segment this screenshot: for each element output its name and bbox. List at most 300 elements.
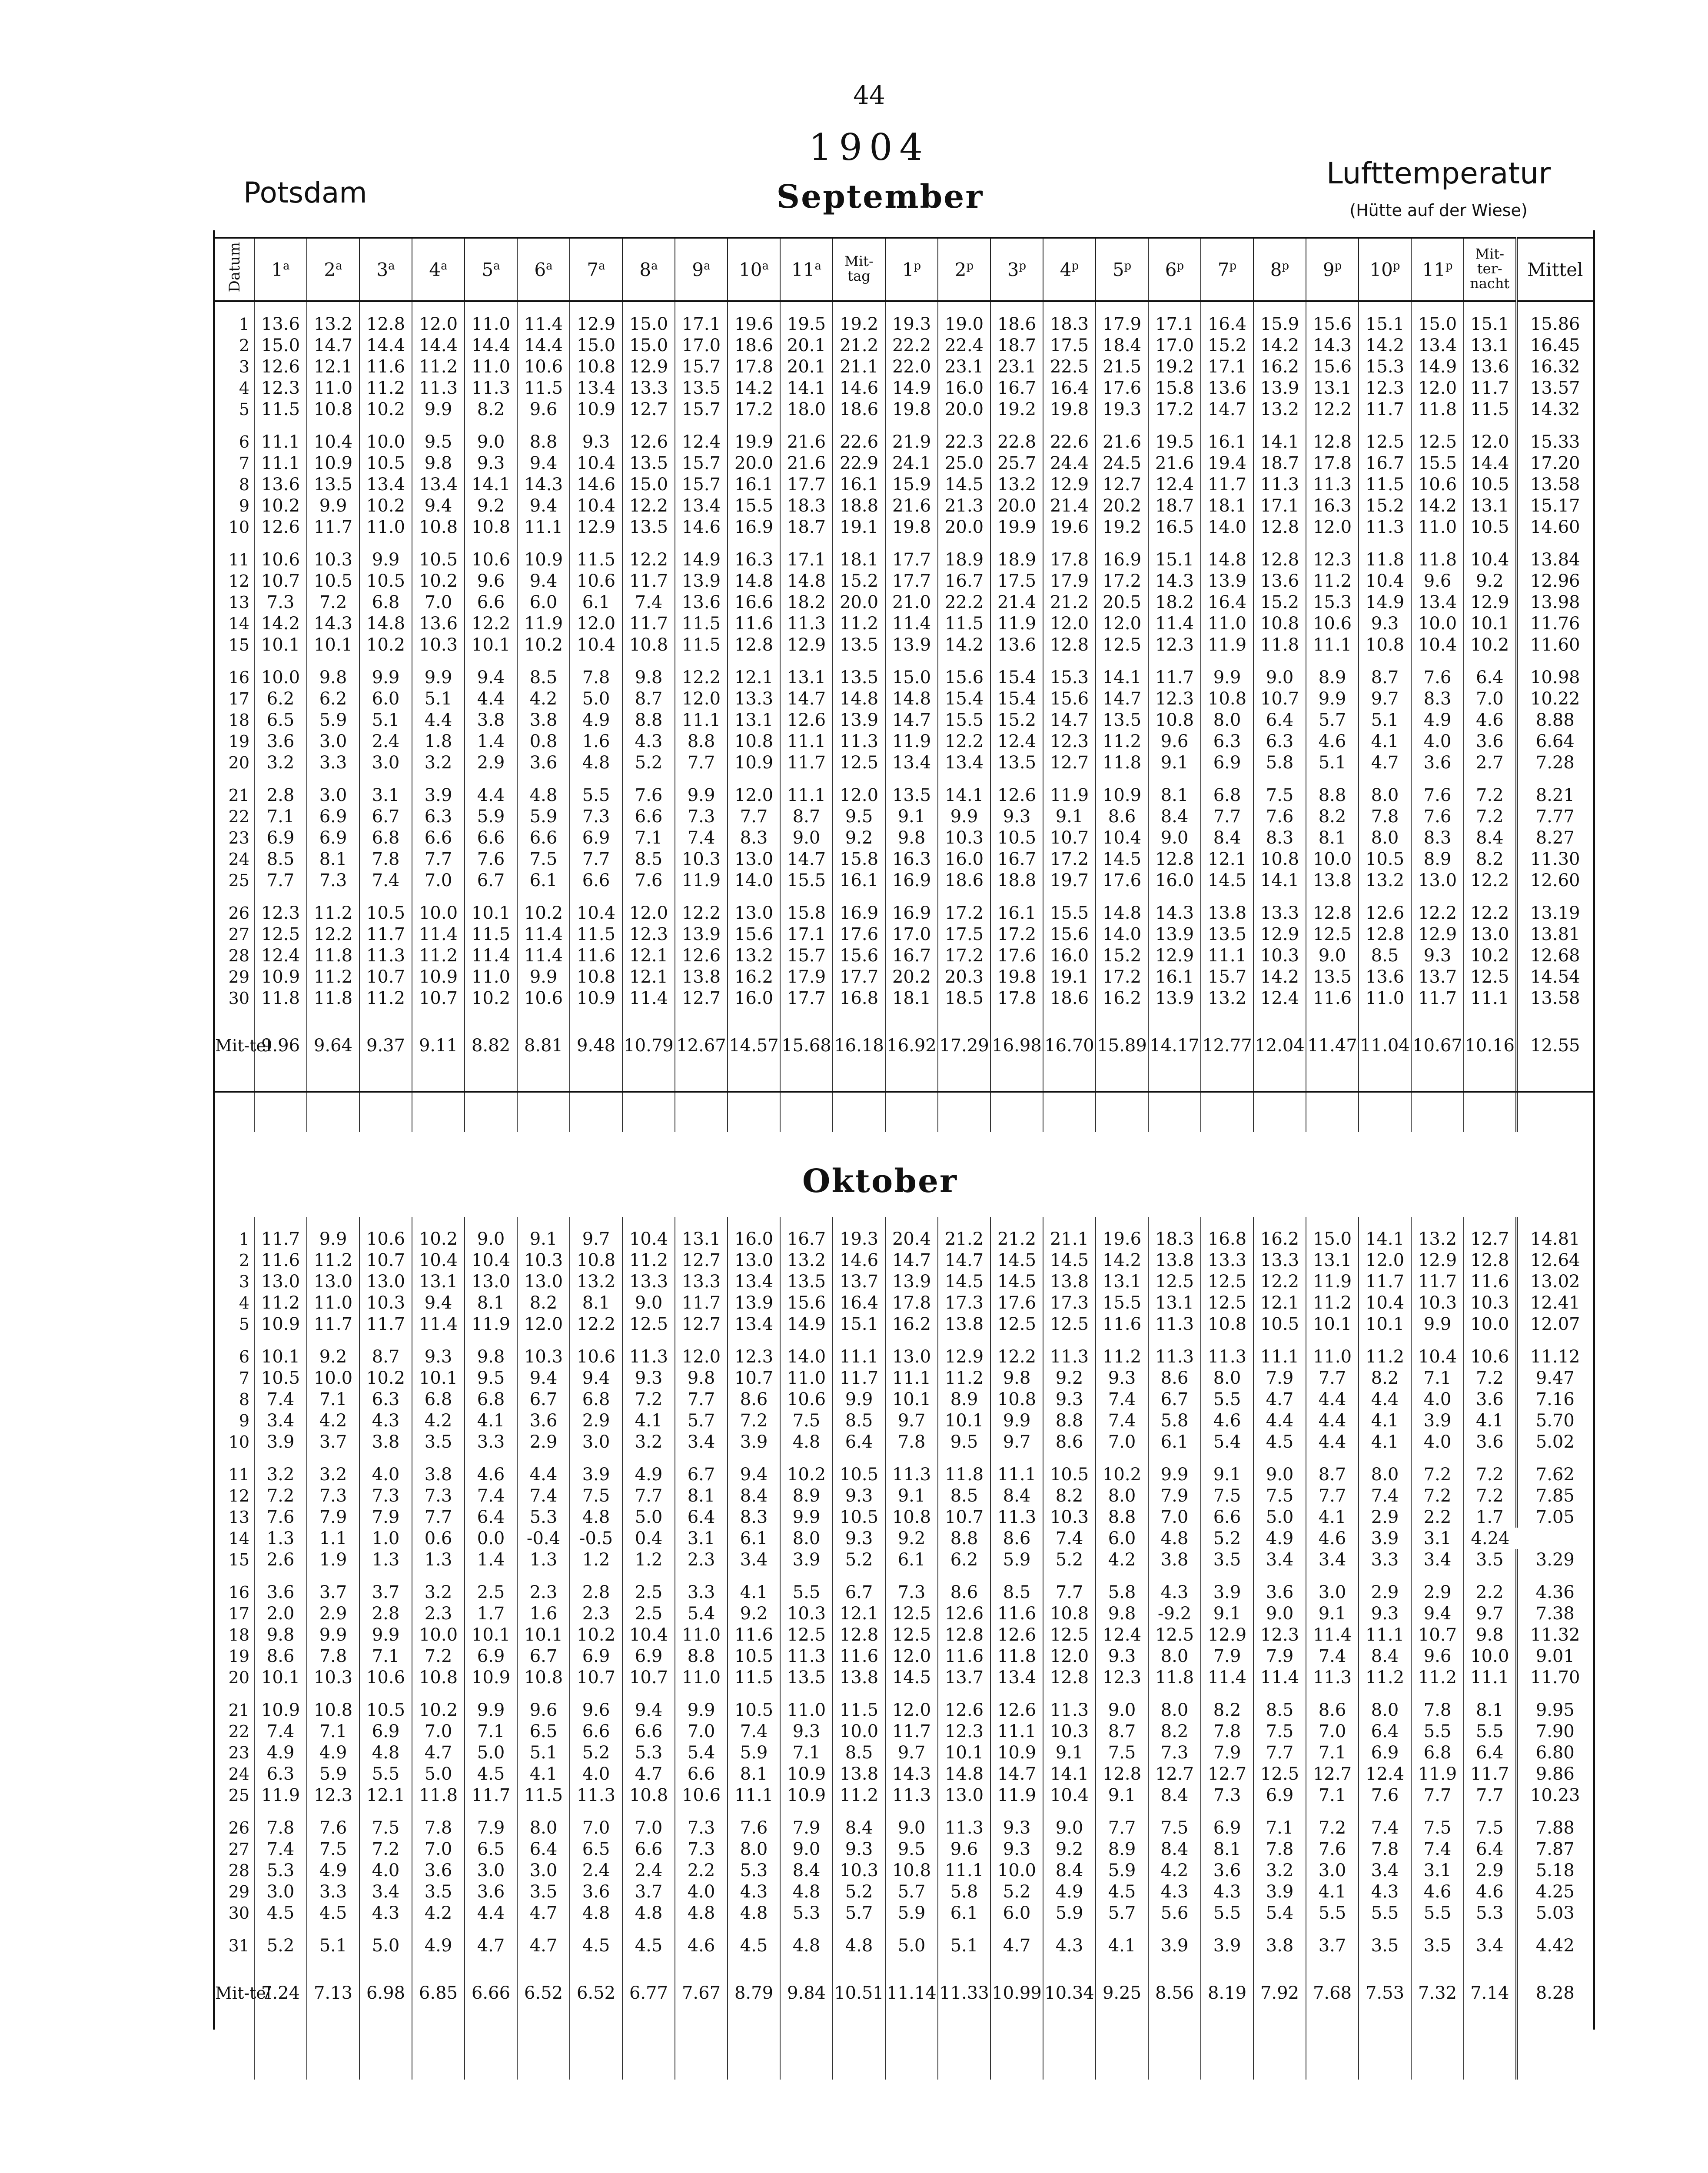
temperature-cell: 14.1 — [465, 474, 517, 495]
table-row — [215, 987, 1593, 1009]
date-cell: 4 — [239, 1293, 249, 1312]
spacer-cell — [938, 301, 990, 313]
temperature-cell: 7.4 — [728, 1721, 780, 1742]
temperature-cell: 11.9 — [990, 1784, 1043, 1806]
temperature-cell: 3.8 — [1148, 1549, 1201, 1570]
spacer-cell — [1201, 1452, 1253, 1464]
temperature-cell: 6.6 — [570, 870, 622, 891]
temperature-cell: 13.0 — [517, 1271, 570, 1292]
spacer-cell — [215, 773, 254, 784]
temperature-cell: 12.1 — [833, 1603, 885, 1624]
table-row — [215, 1249, 1593, 1271]
temperature-cell: 11.2 — [307, 1249, 359, 1271]
column-header: 9$^a$ — [675, 238, 728, 301]
temperature-cell: 16.18 — [833, 1020, 885, 1071]
temperature-cell: 2.3 — [675, 1549, 728, 1570]
temperature-cell: 16.4 — [1201, 591, 1253, 613]
temperature-cell: 12.9 — [938, 1346, 990, 1367]
temperature-cell: 13.1 — [675, 1228, 728, 1249]
temperature-cell: 14.5 — [885, 1667, 938, 1688]
temperature-cell: 11.3 — [570, 1784, 622, 1806]
temperature-cell: 13.2 — [780, 1249, 833, 1271]
temperature-cell: 8.2 — [1043, 1485, 1096, 1506]
temperature-cell: 10.3 — [412, 634, 465, 655]
temperature-cell: 9.3 — [833, 1485, 885, 1506]
temperature-cell: 10.0 — [412, 1624, 465, 1645]
temperature-cell: 7.7 — [1306, 1367, 1359, 1389]
temperature-cell: 5.5 — [1201, 1389, 1253, 1410]
spacer-cell — [728, 1009, 780, 1020]
temperature-cell: 7.4 — [1359, 1485, 1411, 1506]
temperature-cell: 19.2 — [1148, 356, 1201, 377]
spacer-cell — [1148, 1956, 1201, 1967]
temperature-cell: 11.2 — [1096, 731, 1148, 752]
temperature-cell: 5.5 — [1201, 1902, 1253, 1924]
temperature-cell: 6.9 — [254, 827, 307, 848]
temperature-cell: 5.3 — [780, 1902, 833, 1924]
temperature-cell: 11.5 — [938, 613, 990, 634]
temperature-cell: 3.6 — [1411, 752, 1464, 773]
spacer-cell — [675, 1009, 728, 1020]
temperature-cell: 8.4 — [833, 1817, 885, 1838]
temperature-cell: 10.34 — [1043, 1967, 1096, 2019]
temperature-cell: 10.6 — [359, 1667, 412, 1688]
temperature-cell: 9.25 — [1096, 1967, 1148, 2019]
temperature-cell: 8.2 — [465, 399, 517, 420]
temperature-cell: 3.8 — [465, 709, 517, 731]
temperature-cell: 16.1 — [990, 902, 1043, 924]
temperature-cell: 14.4 — [1464, 452, 1516, 474]
temperature-cell: 3.5 — [412, 1431, 465, 1452]
temperature-cell: 21.6 — [1096, 431, 1148, 452]
temperature-cell: 11.4 — [517, 945, 570, 966]
temperature-cell: 11.7 — [1148, 667, 1201, 688]
temperature-cell: 9.9 — [675, 1699, 728, 1721]
temperature-cell: 8.56 — [1148, 1967, 1201, 2019]
temperature-cell: 5.9 — [307, 709, 359, 731]
spacer-cell — [1201, 1071, 1253, 1132]
spacer-cell — [1096, 1071, 1148, 1132]
temperature-cell: 7.8 — [307, 1645, 359, 1667]
date-cell: 29 — [228, 1882, 249, 1901]
temperature-cell: 11.04 — [1359, 1020, 1411, 1071]
temperature-cell: 13.9 — [675, 570, 728, 591]
spacer-cell — [780, 1009, 833, 1020]
temperature-cell: 9.3 — [990, 1838, 1043, 1860]
temperature-cell: 14.5 — [990, 1249, 1043, 1271]
temperature-cell: 3.5 — [412, 1881, 465, 1902]
spacer-cell — [1096, 1009, 1148, 1020]
temperature-cell: 5.3 — [622, 1742, 675, 1763]
temperature-cell: 2.8 — [254, 784, 307, 806]
spacer-cell — [1148, 1009, 1201, 1020]
temperature-cell: 14.1 — [938, 784, 990, 806]
temperature-cell: 3.2 — [622, 1431, 675, 1452]
temperature-cell: 9.5 — [833, 806, 885, 827]
spacer-cell — [517, 1924, 570, 1935]
temperature-cell: 11.8 — [412, 1784, 465, 1806]
temperature-cell: 4.2 — [412, 1902, 465, 1924]
temperature-cell: 8.6 — [1043, 1431, 1096, 1452]
temperature-cell: 11.1 — [1201, 945, 1253, 966]
spacer-cell — [1306, 420, 1359, 431]
temperature-cell: 12.5 — [1043, 1624, 1096, 1645]
spacer-cell — [1359, 1217, 1411, 1228]
temperature-cell: 12.1 — [728, 667, 780, 688]
spacer-cell — [622, 1071, 675, 1132]
temperature-cell: 19.4 — [1201, 452, 1253, 474]
temperature-cell: 13.6 — [1464, 356, 1516, 377]
temperature-cell: 7.9 — [1148, 1485, 1201, 1506]
temperature-cell: 11.0 — [780, 1699, 833, 1721]
spacer-cell — [215, 1956, 254, 1967]
temperature-cell: 13.5 — [990, 752, 1043, 773]
temperature-cell: 8.1 — [465, 1292, 517, 1313]
temperature-cell: 10.7 — [254, 570, 307, 591]
spacer-cell — [1043, 1570, 1096, 1582]
temperature-cell: 12.4 — [1148, 474, 1201, 495]
daily-mean-cell: 9.47 — [1516, 1367, 1593, 1389]
spacer-cell — [1516, 1009, 1593, 1020]
temperature-cell: 11.5 — [675, 634, 728, 655]
temperature-cell: 22.8 — [990, 431, 1043, 452]
spacer-cell — [1464, 1217, 1516, 1228]
temperature-cell: 12.6 — [990, 1699, 1043, 1721]
daily-mean-cell: 15.33 — [1516, 431, 1593, 452]
temperature-cell: 10.3 — [359, 1292, 412, 1313]
temperature-cell: 14.5 — [990, 1271, 1043, 1292]
column-header: 5$^a$ — [465, 238, 517, 301]
temperature-cell: 10.8 — [570, 356, 622, 377]
temperature-cell: 11.5 — [833, 1699, 885, 1721]
spacer-cell — [622, 1806, 675, 1817]
temperature-cell: 6.9 — [1359, 1742, 1411, 1763]
spacer-cell — [885, 420, 938, 431]
spacer-cell — [885, 655, 938, 667]
temperature-cell: 10.6 — [359, 1228, 412, 1249]
spacer-cell — [1148, 1688, 1201, 1699]
temperature-cell: 12.2 — [307, 924, 359, 945]
temperature-cell: 4.1 — [1359, 731, 1411, 752]
temperature-cell: 20.2 — [1096, 495, 1148, 516]
temperature-cell: 11.7 — [780, 752, 833, 773]
daily-mean-cell: 7.77 — [1516, 806, 1593, 827]
temperature-cell: 16.2 — [728, 966, 780, 987]
temperature-cell: 3.0 — [307, 731, 359, 752]
temperature-cell: 8.4 — [1464, 827, 1516, 848]
temperature-cell: 10.0 — [1411, 613, 1464, 634]
column-header: Mittel — [1516, 238, 1593, 301]
temperature-cell: 12.8 — [833, 1624, 885, 1645]
temperature-cell: 15.7 — [1201, 966, 1253, 987]
temperature-cell: 11.0 — [359, 516, 412, 538]
temperature-cell: 13.3 — [622, 1271, 675, 1292]
spacer-cell — [990, 1570, 1043, 1582]
spacer-cell — [990, 1335, 1043, 1346]
date-cell: 6 — [239, 1347, 249, 1366]
spacer-cell — [1043, 1806, 1096, 1817]
spacer-cell — [833, 1570, 885, 1582]
temperature-cell: 8.1 — [1148, 784, 1201, 806]
spacer-cell — [215, 891, 254, 902]
temperature-cell: 7.0 — [1464, 688, 1516, 709]
spacer-cell — [1411, 1335, 1464, 1346]
spacer-cell — [254, 1956, 307, 1967]
temperature-cell: 8.5 — [1253, 1699, 1306, 1721]
spacer-cell — [833, 1806, 885, 1817]
temperature-cell: 5.8 — [1148, 1410, 1201, 1431]
temperature-cell: 7.2 — [1411, 1485, 1464, 1506]
date-cell: Mit-tel — [215, 1984, 272, 2003]
temperature-cell: 21.6 — [780, 452, 833, 474]
temperature-cell: 11.2 — [622, 1249, 675, 1271]
temperature-cell: 22.5 — [1043, 356, 1096, 377]
temperature-cell: 12.6 — [990, 1624, 1043, 1645]
temperature-cell: 11.8 — [1411, 549, 1464, 570]
temperature-cell: 13.6 — [990, 634, 1043, 655]
temperature-cell: 11.1 — [1464, 987, 1516, 1009]
temperature-cell: 10.4 — [1096, 827, 1148, 848]
temperature-cell: 12.5 — [1359, 431, 1411, 452]
temperature-cell: 8.8 — [1306, 784, 1359, 806]
spacer-cell — [1306, 1071, 1359, 1132]
temperature-cell: 11.1 — [990, 1721, 1043, 1742]
temperature-cell: 21.6 — [885, 495, 938, 516]
temperature-cell: 12.1 — [359, 1784, 412, 1806]
temperature-cell: 7.5 — [1464, 1817, 1516, 1838]
spacer-cell — [1043, 773, 1096, 784]
temperature-cell: 6.7 — [675, 1464, 728, 1485]
table-row — [215, 377, 1593, 399]
temperature-cell: 15.7 — [780, 945, 833, 966]
temperature-cell: 12.5 — [1148, 1624, 1201, 1645]
temperature-cell: 5.7 — [1306, 709, 1359, 731]
temperature-cell: 15.1 — [1148, 549, 1201, 570]
temperature-cell: 9.2 — [728, 1603, 780, 1624]
spacer-cell — [990, 538, 1043, 549]
temperature-cell: 11.3 — [780, 1645, 833, 1667]
spacer-cell — [412, 1335, 465, 1346]
temperature-cell: 11.3 — [885, 1784, 938, 1806]
temperature-cell: 4.5 — [307, 1902, 359, 1924]
temperature-cell: 14.2 — [1096, 1249, 1148, 1271]
temperature-cell: 13.5 — [622, 452, 675, 474]
temperature-cell: 5.0 — [359, 1935, 412, 1956]
temperature-cell: 3.4 — [1306, 1549, 1359, 1570]
temperature-cell: 5.5 — [1464, 1721, 1516, 1742]
temperature-cell: 12.6 — [622, 431, 675, 452]
temperature-cell: 12.2 — [675, 667, 728, 688]
temperature-cell: 3.4 — [359, 1881, 412, 1902]
temperature-cell: 10.5 — [833, 1506, 885, 1528]
temperature-cell: 11.3 — [780, 613, 833, 634]
temperature-cell: 7.3 — [307, 1485, 359, 1506]
temperature-cell: 12.04 — [1253, 1020, 1306, 1071]
spacer-cell — [215, 301, 254, 313]
temperature-cell: 12.1 — [622, 966, 675, 987]
temperature-cell: 13.5 — [622, 516, 675, 538]
spacer-cell — [570, 655, 622, 667]
spacer-cell — [780, 773, 833, 784]
temperature-cell: 7.1 — [1306, 1784, 1359, 1806]
temperature-cell: 9.3 — [1043, 1389, 1096, 1410]
temperature-cell: 13.1 — [1148, 1292, 1201, 1313]
spacer-cell — [1096, 1688, 1148, 1699]
temperature-cell: 7.0 — [675, 1721, 728, 1742]
spacer-cell — [1096, 301, 1148, 313]
temperature-cell: 9.2 — [833, 827, 885, 848]
temperature-cell: 16.9 — [1096, 549, 1148, 570]
spacer-cell — [307, 891, 359, 902]
spacer-cell — [990, 1956, 1043, 1967]
spacer-cell — [1464, 2019, 1516, 2080]
table-row — [215, 495, 1593, 516]
temperature-cell: 12.5 — [1148, 1271, 1201, 1292]
temperature-cell: 11.1 — [254, 452, 307, 474]
temperature-cell: 9.3 — [570, 431, 622, 452]
temperature-cell: 1.7 — [465, 1603, 517, 1624]
temperature-cell: 6.1 — [885, 1549, 938, 1570]
temperature-cell: 7.0 — [412, 870, 465, 891]
table-row — [215, 848, 1593, 870]
table-row — [215, 1485, 1593, 1506]
temperature-cell: 8.4 — [1201, 827, 1253, 848]
date-cell: 24 — [228, 1764, 249, 1784]
spacer-cell — [1306, 655, 1359, 667]
temperature-cell: 7.7 — [570, 848, 622, 870]
spacer-cell — [1359, 1335, 1411, 1346]
temperature-cell: 14.1 — [1253, 870, 1306, 891]
temperature-cell: 12.5 — [1306, 924, 1359, 945]
temperature-cell: 10.3 — [1411, 1292, 1464, 1313]
temperature-cell: 13.3 — [675, 1271, 728, 1292]
temperature-cell: 7.3 — [675, 806, 728, 827]
spacer-cell — [833, 2019, 885, 2080]
temperature-cell: 3.0 — [517, 1860, 570, 1881]
temperature-cell: 10.8 — [1201, 1313, 1253, 1335]
table-row — [215, 613, 1593, 634]
temperature-cell: 13.4 — [938, 752, 990, 773]
temperature-cell: 12.0 — [1359, 1249, 1411, 1271]
spacer-cell — [728, 301, 780, 313]
temperature-cell: 8.5 — [517, 667, 570, 688]
temperature-cell: 10.8 — [570, 966, 622, 987]
temperature-cell: 9.2 — [1043, 1367, 1096, 1389]
spacer-cell — [359, 420, 412, 431]
temperature-cell: 12.3 — [1253, 1624, 1306, 1645]
temperature-cell: 20.4 — [885, 1228, 938, 1249]
temperature-cell: 14.6 — [833, 377, 885, 399]
daily-mean-cell: 7.88 — [1516, 1817, 1593, 1838]
spacer-cell — [1464, 1806, 1516, 1817]
temperature-cell: 3.9 — [780, 1549, 833, 1570]
daily-mean-cell: 13.58 — [1516, 987, 1593, 1009]
temperature-cell: 10.7 — [1253, 688, 1306, 709]
spacer-cell — [254, 538, 307, 549]
temperature-cell: 17.9 — [1043, 570, 1096, 591]
temperature-cell: 5.9 — [517, 806, 570, 827]
temperature-cell: 9.11 — [412, 1020, 465, 1071]
temperature-cell: 16.7 — [990, 848, 1043, 870]
temperature-cell: 7.0 — [412, 591, 465, 613]
temperature-cell: 9.3 — [1096, 1645, 1148, 1667]
spacer-cell — [1148, 1071, 1201, 1132]
temperature-cell: 7.8 — [1253, 1838, 1306, 1860]
temperature-cell: 20.0 — [728, 452, 780, 474]
temperature-cell: 5.4 — [675, 1603, 728, 1624]
temperature-cell: 8.8 — [675, 1645, 728, 1667]
temperature-cell: 17.1 — [1148, 313, 1201, 335]
temperature-cell: 15.5 — [1096, 1292, 1148, 1313]
temperature-cell: 6.1 — [728, 1528, 780, 1549]
spacer-cell — [1306, 1806, 1359, 1817]
temperature-cell: 12.6 — [990, 784, 1043, 806]
spacer-cell — [517, 1806, 570, 1817]
temperature-cell: 15.0 — [622, 474, 675, 495]
temperature-cell: 16.7 — [938, 570, 990, 591]
spacer-cell — [359, 1806, 412, 1817]
table-row — [215, 1667, 1593, 1688]
temperature-cell: 8.1 — [1201, 1838, 1253, 1860]
temperature-cell: 10.5 — [1253, 1313, 1306, 1335]
temperature-cell: 7.0 — [412, 1721, 465, 1742]
table-row — [215, 591, 1593, 613]
temperature-cell: 9.7 — [1464, 1603, 1516, 1624]
temperature-cell: 9.4 — [728, 1464, 780, 1485]
temperature-cell: 3.2 — [254, 1464, 307, 1485]
spacer-cell — [938, 891, 990, 902]
date-cell: 19 — [228, 1646, 249, 1666]
spacer-cell — [1464, 1009, 1516, 1020]
temperature-cell: 13.0 — [728, 902, 780, 924]
temperature-cell: 12.4 — [990, 731, 1043, 752]
date-cell: 8 — [239, 1389, 249, 1409]
temperature-cell: 6.1 — [938, 1902, 990, 1924]
temperature-cell: 0.4 — [622, 1528, 675, 1549]
temperature-cell: 7.3 — [359, 1485, 412, 1506]
temperature-cell: 18.1 — [1201, 495, 1253, 516]
temperature-cell: 8.0 — [1201, 709, 1253, 731]
temperature-cell: 10.3 — [1043, 1721, 1096, 1742]
temperature-cell: 7.1 — [254, 806, 307, 827]
temperature-cell: 4.6 — [1306, 1528, 1359, 1549]
temperature-cell: 9.4 — [412, 1292, 465, 1313]
temperature-cell: 7.9 — [1201, 1742, 1253, 1763]
spacer-cell — [728, 1217, 780, 1228]
temperature-cell: 21.2 — [1043, 591, 1096, 613]
temperature-cell: 7.7 — [254, 870, 307, 891]
date-cell: 5 — [239, 399, 249, 419]
temperature-cell: 11.7 — [359, 1313, 412, 1335]
temperature-cell: 2.4 — [570, 1860, 622, 1881]
temperature-cell: 8.4 — [1043, 1860, 1096, 1881]
column-header: 11$^a$ — [780, 238, 833, 301]
temperature-cell: 22.2 — [885, 335, 938, 356]
spacer-cell — [570, 1956, 622, 1967]
temperature-cell: 3.0 — [1306, 1860, 1359, 1881]
row-gap — [215, 891, 1593, 902]
temperature-cell: 11.0 — [465, 313, 517, 335]
temperature-cell: 14.57 — [728, 1020, 780, 1071]
temperature-cell: 13.0 — [254, 1271, 307, 1292]
temperature-cell: 13.0 — [1411, 870, 1464, 891]
temperature-cell: 12.9 — [622, 356, 675, 377]
temperature-cell: 8.3 — [1253, 827, 1306, 848]
temperature-cell: 16.7 — [780, 1228, 833, 1249]
temperature-cell: 14.3 — [517, 474, 570, 495]
spacer-cell — [622, 1688, 675, 1699]
temperature-cell: 5.3 — [1464, 1902, 1516, 1924]
